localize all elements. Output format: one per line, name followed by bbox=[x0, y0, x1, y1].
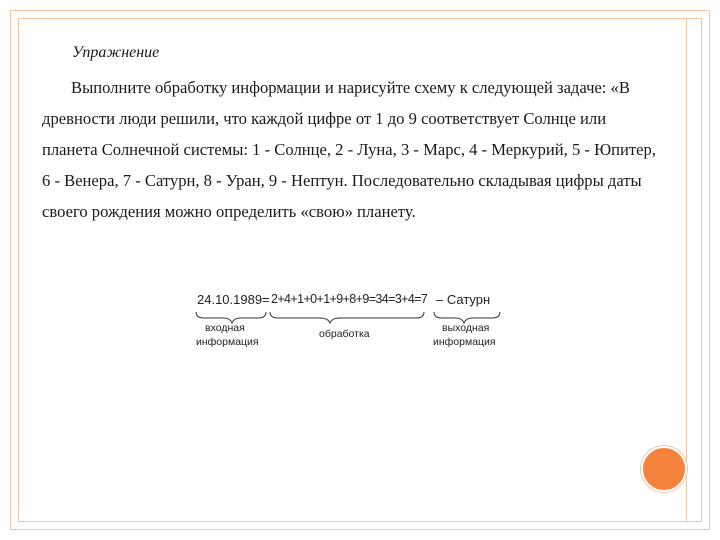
processing-diagram bbox=[180, 290, 520, 370]
diagram-calculation: 2+4+1+0+1+9+8+9=34=3+4=7 bbox=[271, 292, 428, 306]
processing-label: обработка bbox=[319, 328, 370, 340]
input-label-line1: входная bbox=[205, 322, 245, 334]
output-label-line1: выходная bbox=[442, 322, 490, 334]
exercise-paragraph: Выполните обработку информации и нарисуйте схему к следующей задаче: «В древности люди решили, что каждой цифре от 1 до 9 соответствует Солнце или планета Солнечной системы: 1 - Солнце, 2 - Луна, 3 - Марс, 4 - Меркурий, 5 - Юпитер, 6 - Венера, 7 - Сатурн, 8 - Уран, 9 - Нептун. Последовательно складывая цифры даты своего рождения можно определить «свою» планету. bbox=[42, 78, 656, 221]
exercise-heading: Упражнение bbox=[72, 44, 160, 61]
exercise-text bbox=[42, 72, 662, 227]
output-label-line2: информация bbox=[433, 336, 496, 348]
slide-frame-right-bar bbox=[686, 18, 702, 522]
decorative-orange-circle bbox=[641, 446, 687, 492]
input-label-line2: информация bbox=[196, 336, 259, 348]
diagram-date: 24.10.1989 bbox=[197, 292, 263, 307]
processing-brace bbox=[270, 312, 424, 323]
diagram-equals: = bbox=[262, 292, 270, 307]
diagram-result: – Сатурн bbox=[436, 292, 491, 307]
